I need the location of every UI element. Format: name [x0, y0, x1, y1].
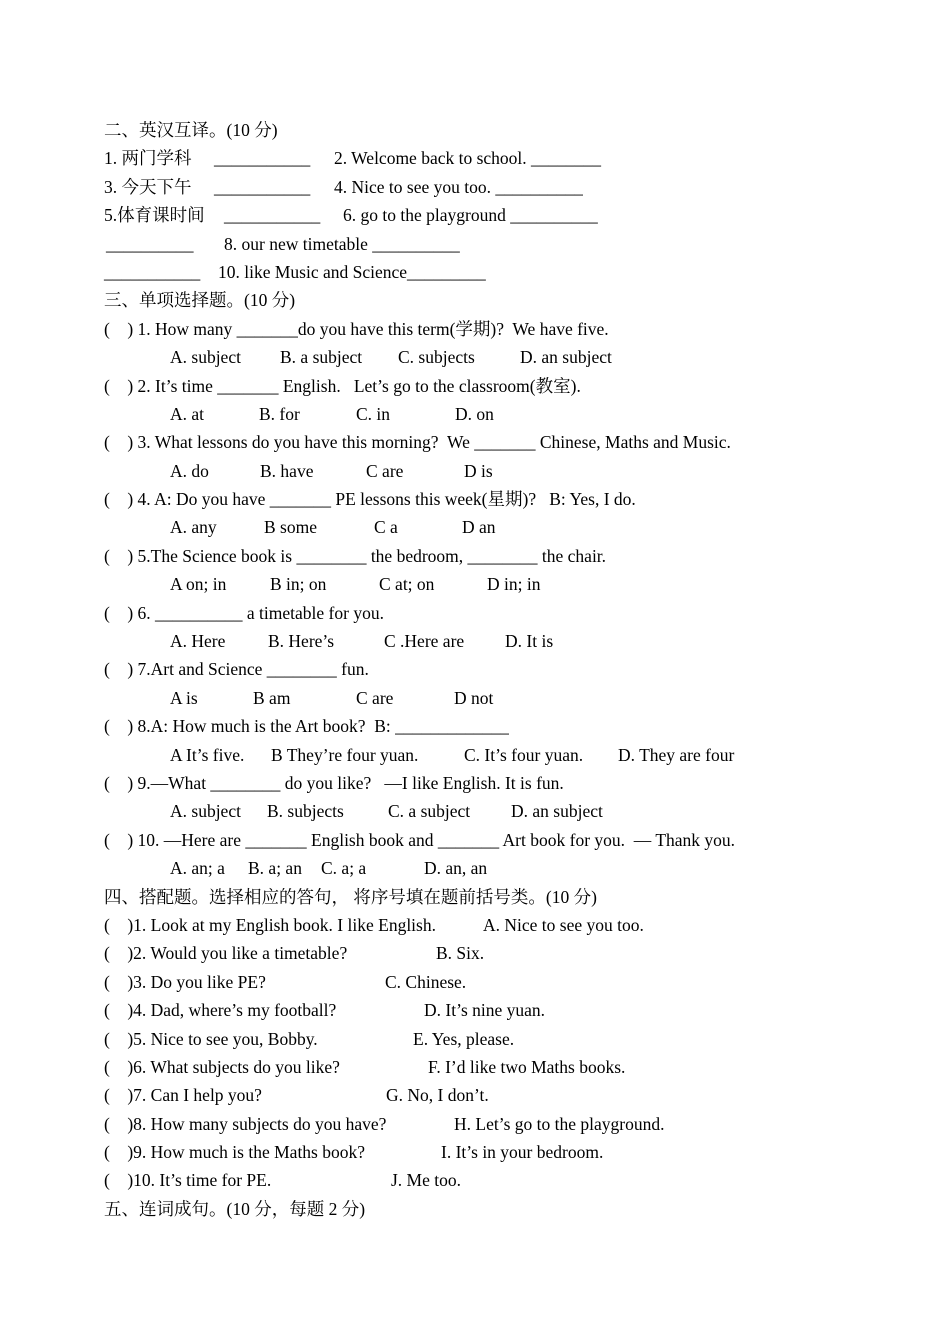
- section2-title: 二、英汉互译。(10 分): [104, 120, 278, 140]
- options-row: [104, 684, 904, 712]
- option: A is: [170, 687, 198, 708]
- match-row: [104, 968, 904, 996]
- options-row: [104, 854, 904, 882]
- option: D not: [454, 687, 494, 708]
- options-row: [104, 627, 904, 655]
- option: A. an; a: [170, 858, 225, 879]
- translation-item: 2. Welcome back to school. ________: [334, 148, 602, 169]
- answer-blank: ___________: [214, 176, 311, 197]
- option: A on; in: [170, 574, 227, 595]
- option: B. a subject: [280, 347, 363, 368]
- match-question: ( )5. Nice to see you, Bobby.: [104, 1028, 318, 1049]
- section3-title: 三、单项选择题。(10 分): [104, 290, 296, 311]
- match-answer: B. Six.: [436, 943, 485, 964]
- match-question: ( )3. Do you like PE?: [104, 971, 266, 992]
- match-question: ( )4. Dad, where’s my football?: [104, 1000, 337, 1021]
- option: A. at: [170, 403, 205, 424]
- match-answer: G. No, I don’t.: [386, 1085, 489, 1106]
- match-answer: F. I’d like two Maths books.: [428, 1056, 626, 1077]
- translation-item: 3. 今天下午: [104, 176, 192, 197]
- match-row: [104, 1166, 904, 1194]
- match-row: [104, 1138, 904, 1166]
- match-row: [104, 911, 904, 939]
- translation-item: 5.体育课时间: [104, 205, 205, 226]
- question: ( ) 9.—What ________ do you like? —I like English. It is fun.: [104, 772, 564, 793]
- match-question: ( )2. Would you like a timetable?: [104, 943, 348, 964]
- match-row: [104, 1025, 904, 1053]
- match-answer: J. Me too.: [391, 1170, 461, 1191]
- match-row: [104, 996, 904, 1024]
- option: C are: [356, 687, 394, 708]
- worksheet: [104, 116, 904, 1223]
- option: B. a; an: [248, 858, 302, 879]
- match-row: [104, 1081, 904, 1109]
- match-answer: D. It’s nine yuan.: [424, 1000, 546, 1021]
- question: ( ) 3. What lessons do you have this morning? We _______ Chinese, Maths and Music.: [104, 432, 731, 453]
- section5-title: 五、连词成句。(10 分，每题 2 分): [104, 1198, 366, 1219]
- answer-blank: ___________: [214, 148, 311, 169]
- match-question: ( )1. Look at my English book. I like English.: [104, 914, 436, 935]
- question: ( ) 5.The Science book is ________ the bedroom, ________ the chair.: [104, 545, 607, 566]
- option: C at; on: [379, 574, 435, 595]
- match-question: ( )7. Can I help you?: [104, 1085, 262, 1106]
- match-answer: C. Chinese.: [385, 971, 467, 992]
- answer-blank: __________: [106, 233, 194, 254]
- options-row: [104, 343, 904, 371]
- option: C are: [366, 460, 404, 481]
- translation-row: [104, 201, 904, 229]
- match-question: ( )6. What subjects do you like?: [104, 1056, 340, 1077]
- translation-item: 10. like Music and Science_________: [218, 261, 486, 282]
- match-answer: A. Nice to see you too.: [483, 914, 644, 935]
- match-answer: E. Yes, please.: [413, 1028, 515, 1049]
- answer-blank: ___________: [224, 205, 321, 226]
- option: C. It’s four yuan.: [464, 744, 584, 765]
- translation-item: 8. our new timetable __________: [224, 233, 460, 254]
- option: A. do: [170, 460, 209, 481]
- options-row: [104, 741, 904, 769]
- translation-row: [104, 173, 904, 201]
- translation-row: [104, 230, 904, 258]
- option: A. subject: [170, 801, 241, 822]
- option: B in; on: [270, 574, 327, 595]
- option: D. an, an: [424, 858, 488, 879]
- option: C. subjects: [398, 347, 475, 368]
- option: C. a subject: [388, 801, 471, 822]
- option: D. It is: [505, 631, 554, 652]
- options-row: [104, 797, 904, 825]
- match-answer: I. It’s in your bedroom.: [441, 1142, 604, 1163]
- option: C .Here are: [384, 631, 465, 652]
- match-question: ( )10. It’s time for PE.: [104, 1170, 272, 1191]
- question: ( ) 10. —Here are _______ English book and _______ Art book for you. — Thank you.: [104, 829, 736, 850]
- answer-blank: ___________: [104, 261, 201, 282]
- option: B. for: [259, 403, 300, 424]
- option: B am: [253, 687, 291, 708]
- option: D. an subject: [511, 801, 603, 822]
- match-row: [104, 1110, 904, 1138]
- option: B. have: [260, 460, 314, 481]
- match-question: ( )9. How much is the Maths book?: [104, 1142, 366, 1163]
- option: A. Here: [170, 631, 226, 652]
- options-row: [104, 400, 904, 428]
- option: A. any: [170, 517, 217, 538]
- option: A. subject: [170, 347, 241, 368]
- match-question: ( )8. How many subjects do you have?: [104, 1113, 387, 1134]
- question: ( ) 2. It’s time _______ English. Let’s go to the classroom(教室).: [104, 375, 581, 396]
- option: B some: [264, 517, 317, 538]
- translation-item: 4. Nice to see you too. __________: [334, 176, 583, 197]
- match-row: [104, 939, 904, 967]
- option: D an: [462, 517, 496, 538]
- question: ( ) 1. How many _______do you have this term(学期)? We have five.: [104, 318, 609, 339]
- match-row: [104, 1053, 904, 1081]
- option: B They’re four yuan.: [271, 744, 419, 765]
- option: C. in: [356, 403, 391, 424]
- option: D is: [464, 460, 493, 481]
- option: D. an subject: [520, 347, 612, 368]
- translation-row: [104, 258, 904, 286]
- translation-item: 1. 两门学科: [104, 148, 192, 169]
- question: ( ) 6. __________ a timetable for you.: [104, 602, 384, 623]
- question: ( ) 8.A: How much is the Art book? B: _____________: [104, 716, 509, 737]
- option: B. subjects: [267, 801, 344, 822]
- option: C. a; a: [321, 858, 367, 879]
- option: A It’s five.: [170, 744, 245, 765]
- match-answer: H. Let’s go to the playground.: [454, 1113, 665, 1134]
- option: C a: [374, 517, 398, 538]
- option: B. Here’s: [268, 631, 335, 652]
- option: D. They are four: [618, 744, 735, 765]
- translation-item: 6. go to the playground __________: [343, 205, 598, 226]
- option: D. on: [455, 403, 494, 424]
- translation-row: [104, 144, 904, 172]
- options-row: [104, 513, 904, 541]
- options-row: [104, 457, 904, 485]
- question: ( ) 4. A: Do you have _______ PE lessons this week(星期)? B: Yes, I do.: [104, 489, 636, 510]
- options-row: [104, 570, 904, 598]
- section4-title: 四、搭配题。选择相应的答句， 将序号填在题前括号类。(10 分): [104, 886, 597, 907]
- question: ( ) 7.Art and Science ________ fun.: [104, 659, 369, 680]
- option: D in; in: [487, 574, 541, 595]
